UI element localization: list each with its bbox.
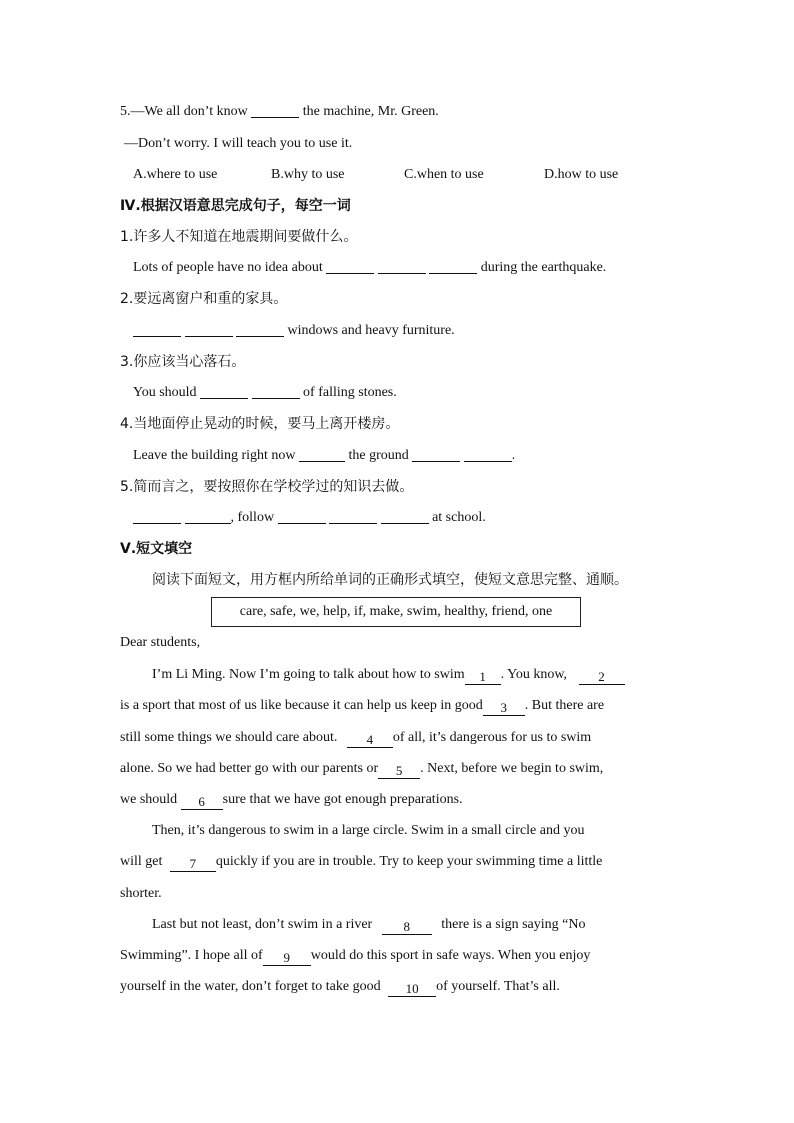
answer-blank[interactable] xyxy=(378,259,426,274)
answer-blank-5[interactable]: 5 xyxy=(378,764,420,779)
s4-item5-en xyxy=(133,508,674,528)
s4-item1-cn: 1.许多人不知道在地震期间要做什么。 xyxy=(120,229,358,245)
s4-item2-en xyxy=(133,321,674,341)
answer-blank[interactable] xyxy=(133,322,181,337)
s4-item1-en xyxy=(133,258,674,278)
passage-line xyxy=(120,696,674,716)
s4-item3-cn: 3.你应该当心落石。 xyxy=(120,354,246,370)
s4-item5-cn: 5.简而言之，要按照你在学校学过的知识去做。 xyxy=(120,479,414,495)
passage-text: Last but not least, don’t swim in a river xyxy=(152,917,373,932)
passage-text: quickly if you are in trouble. Try to keep your swimming time a little xyxy=(215,854,603,869)
passage-line: shorter. xyxy=(120,886,162,901)
section5-heading: Ⅴ.短文填空 xyxy=(120,541,193,557)
answer-blank-4[interactable]: 4 xyxy=(347,733,393,748)
answer-blank[interactable] xyxy=(429,259,477,274)
passage-text: . But there are xyxy=(524,698,605,713)
passage-line xyxy=(120,728,674,748)
answer-blank[interactable] xyxy=(329,509,377,524)
answer-blank[interactable] xyxy=(381,509,429,524)
passage-line xyxy=(120,790,674,810)
passage-text: there is a sign saying “No xyxy=(441,917,586,932)
answer-blank-6[interactable]: 6 xyxy=(181,795,223,810)
s4-item1-en-end: during the earthquake. xyxy=(480,260,607,275)
answer-blank[interactable] xyxy=(251,103,299,118)
answer-blank[interactable] xyxy=(252,384,300,399)
q5-stem-end: the machine, Mr. Green. xyxy=(302,104,439,119)
passage-text: . Next, before we begin to swim, xyxy=(420,761,604,776)
answer-blank[interactable] xyxy=(412,447,460,462)
passage-text: will get xyxy=(120,854,163,869)
q5-stem-start: 5.—We all don’t know xyxy=(120,104,248,119)
passage-line xyxy=(120,852,674,872)
passage-text: Swimming”. I hope all of xyxy=(120,948,263,963)
passage-text: is a sport that most of us like because it can help us keep in good xyxy=(120,698,483,713)
answer-blank-9[interactable]: 9 xyxy=(263,951,311,966)
answer-blank[interactable] xyxy=(299,447,345,462)
s4-item4-en-end: . xyxy=(511,448,516,463)
passage-line xyxy=(120,946,674,966)
answer-blank[interactable] xyxy=(185,322,233,337)
s4-item4-en-start: Leave the building right now xyxy=(133,448,296,463)
s4-item3-en xyxy=(133,383,674,403)
answer-blank-3[interactable]: 3 xyxy=(483,701,525,716)
answer-blank[interactable] xyxy=(326,259,374,274)
passage-text: we should xyxy=(120,792,178,807)
s4-item2-cn: 2.要远离窗户和重的家具。 xyxy=(120,291,288,307)
s4-item3-en-end: of falling stones. xyxy=(303,385,397,400)
passage-line xyxy=(152,915,674,935)
passage-line xyxy=(152,665,674,685)
passage-text: yourself in the water, don’t forget to take good xyxy=(120,979,381,994)
s4-item2-en-end: windows and heavy furniture. xyxy=(287,323,455,338)
passage-text: sure that we have got enough preparations. xyxy=(222,792,463,807)
answer-blank-1[interactable]: 1 xyxy=(465,670,501,685)
letter-greeting: Dear students, xyxy=(120,635,201,650)
passage-text: I’m Li Ming. Now I’m going to talk about how to swim xyxy=(152,667,465,682)
option-a[interactable]: A.where to use xyxy=(133,167,218,182)
answer-blank[interactable] xyxy=(133,509,181,524)
answer-blank-8[interactable]: 8 xyxy=(382,920,432,935)
answer-blank-10[interactable]: 10 xyxy=(388,982,436,997)
q5-stem xyxy=(120,102,674,122)
passage-text: of all, it’s dangerous for us to swim xyxy=(392,730,592,745)
s4-item5-en-mid: , follow xyxy=(230,510,275,525)
s4-item4-en xyxy=(133,446,674,466)
passage-line xyxy=(120,977,674,997)
s4-item4-cn: 4.当地面停止晃动的时候，要马上离开楼房。 xyxy=(120,416,400,432)
section4-heading: Ⅳ.根据汉语意思完成句子，每空一词 xyxy=(120,198,351,214)
passage-text: alone. So we had better go with our parents or xyxy=(120,761,379,776)
s4-item3-en-start: You should xyxy=(133,385,197,400)
s4-item5-en-end: at school. xyxy=(432,510,486,525)
option-d[interactable]: D.how to use xyxy=(544,167,619,182)
passage-text: would do this sport in safe ways. When you enjoy xyxy=(310,948,591,963)
option-b[interactable]: B.why to use xyxy=(271,167,345,182)
section5-instruction: 阅读下面短文，用方框内所给单词的正确形式填空，使短文意思完整、通顺。 xyxy=(152,572,628,588)
s4-item4-en-mid: the ground xyxy=(348,448,409,463)
passage-line xyxy=(120,759,674,779)
word-box: care, safe, we, help, if, make, swim, healthy, friend, one xyxy=(211,597,581,627)
s4-item1-en-start: Lots of people have no idea about xyxy=(133,260,323,275)
answer-blank[interactable] xyxy=(236,322,284,337)
passage-text: . You know, xyxy=(500,667,568,682)
passage-text: of yourself. That’s all. xyxy=(436,979,560,994)
answer-blank[interactable] xyxy=(278,509,326,524)
answer-blank[interactable] xyxy=(185,509,231,524)
passage-line: Then, it’s dangerous to swim in a large circle. Swim in a small circle and you xyxy=(152,823,585,838)
q5-reply: —Don’t worry. I will teach you to use it. xyxy=(124,136,353,151)
option-c[interactable]: C.when to use xyxy=(404,167,484,182)
answer-blank[interactable] xyxy=(464,447,512,462)
answer-blank-2[interactable]: 2 xyxy=(579,670,625,685)
passage-text: still some things we should care about. xyxy=(120,730,338,745)
answer-blank-7[interactable]: 7 xyxy=(170,857,216,872)
answer-blank[interactable] xyxy=(200,384,248,399)
